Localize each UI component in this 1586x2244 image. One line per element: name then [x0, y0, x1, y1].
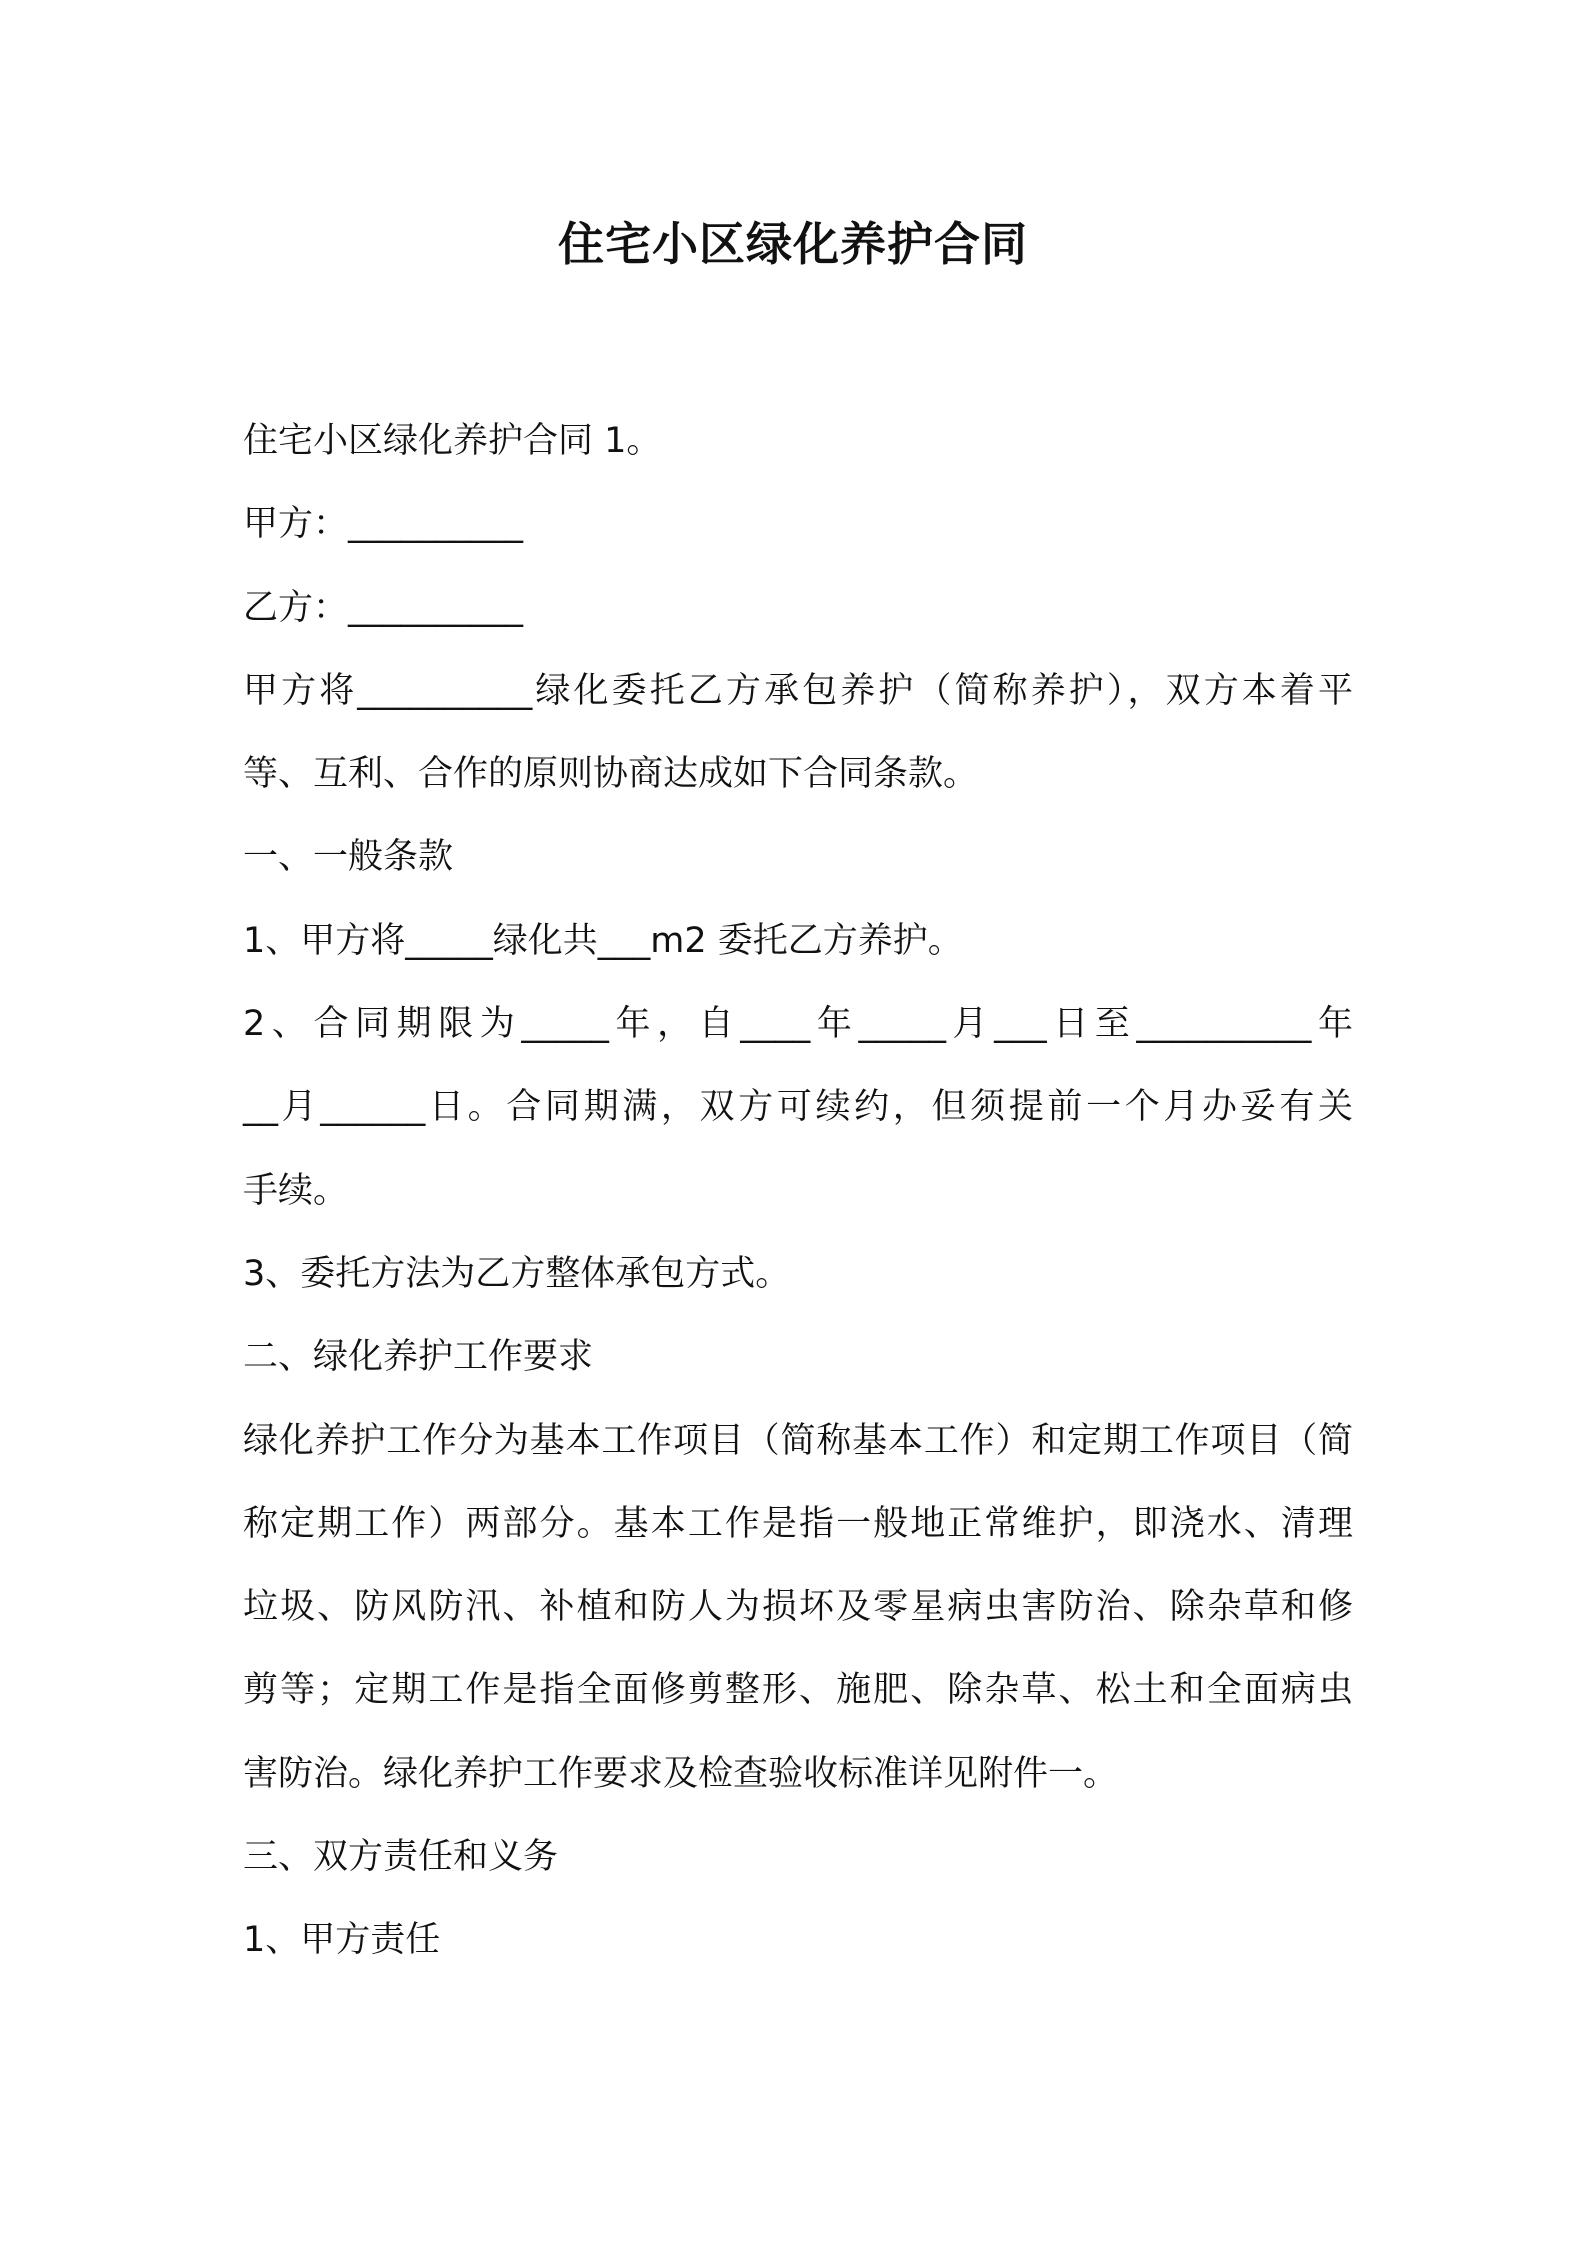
maintenance-paragraph-line-4: 剪等；定期工作是指全面修剪整形、施肥、除杂草、松土和全面病虫: [243, 1670, 1353, 1711]
preamble-line-2: 等、互利、合作的原则协商达成如下合同条款。: [243, 754, 979, 795]
party-b-line: 乙方：__________: [243, 587, 524, 628]
maintenance-paragraph-line-5: 害防治。绿化养护工作要求及检查验收标准详见附件一。: [243, 1753, 1119, 1794]
document-body: [243, 411, 1353, 1994]
document-title: 住宅小区绿化养护合同: [558, 217, 1028, 271]
section-heading-general-terms: 一、一般条款: [243, 837, 454, 878]
clause-2-line-1: 2、合同期限为_____年，自____年_____月___日至__________年: [243, 1004, 1353, 1045]
section-heading-maintenance-requirements: 二、绿化养护工作要求: [243, 1337, 594, 1378]
clause-3-line: 3、委托方法为乙方整体承包方式。: [243, 1253, 791, 1294]
party-a-responsibilities-heading: 1、甲方责任: [243, 1920, 441, 1961]
maintenance-paragraph-line-3: 垃圾、防风防汛、补植和防人为损坏及零星病虫害防治、除杂草和修: [243, 1587, 1353, 1628]
clause-1-line: 1、甲方将_____绿化共___m2 委托乙方养护。: [243, 920, 963, 961]
maintenance-paragraph-line-1: 绿化养护工作分为基本工作项目（简称基本工作）和定期工作项目（简: [243, 1420, 1353, 1461]
preamble-line-1: 甲方将__________绿化委托乙方承包养护（简称养护），双方本着平: [243, 670, 1353, 711]
clause-2-line-2: __月______日。合同期满，双方可续约，但须提前一个月办妥有关: [243, 1087, 1353, 1128]
clause-2-line-3: 手续。: [243, 1170, 349, 1211]
party-a-line: 甲方：__________: [243, 504, 524, 545]
section-heading-responsibilities: 三、双方责任和义务: [243, 1837, 559, 1878]
contract-reference-line: 住宅小区绿化养护合同 1。: [243, 421, 662, 461]
maintenance-paragraph-line-2: 称定期工作）两部分。基本工作是指一般地正常维护，即浇水、清理: [243, 1503, 1353, 1544]
